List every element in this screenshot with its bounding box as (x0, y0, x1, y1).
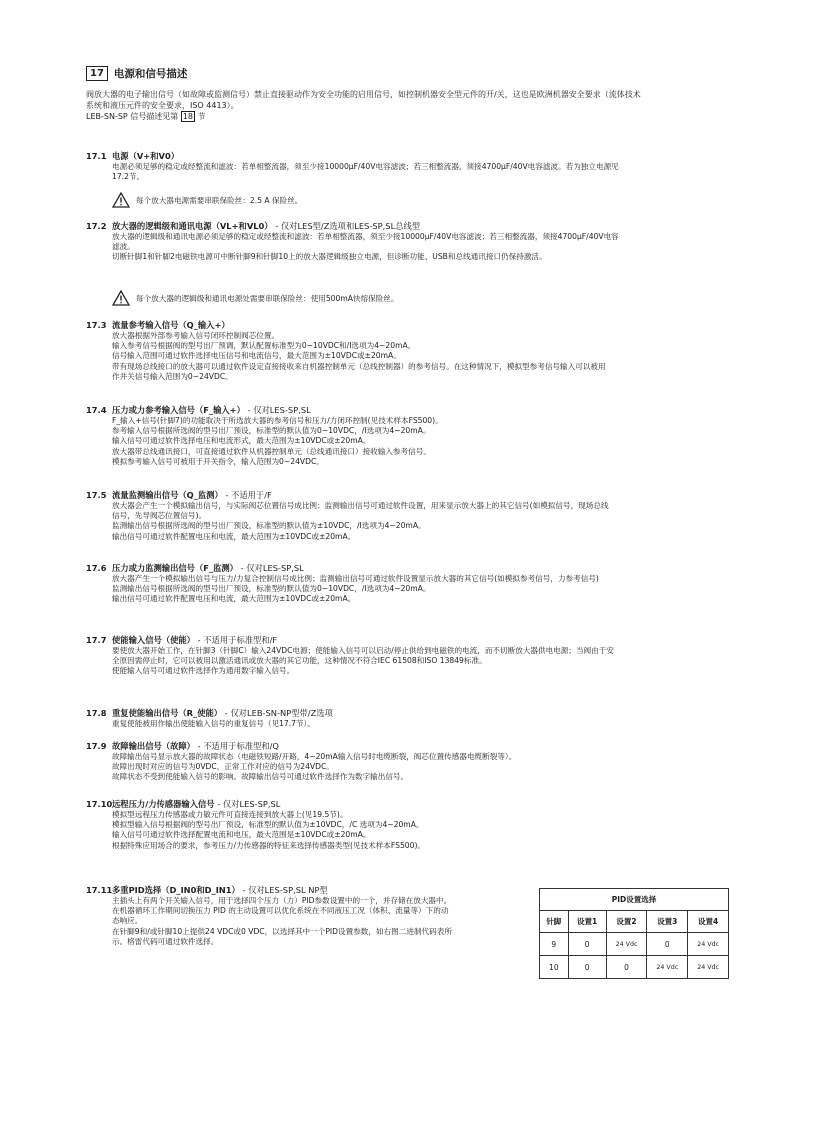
warning-triangle-icon (112, 290, 130, 306)
pid-header-cell: 针脚 (540, 911, 569, 933)
body-line: 放大器产生一个模拟输出信号与压力/力复合控制信号成比例；监测输出信号可通过软件设置显示放大器的其它信号(如模拟参考信号，力参考信号) (112, 574, 599, 583)
warning-text: 每个放大器的逻辑级和通讯电源处需要串联保险丝：使用500mA快熔保险丝。 (136, 293, 399, 303)
body-line: 全原因需停止时，它可以被用以激活通讯或放大器的其它功能，这种情况不符合IEC 61508和ISO 13849标准。 (112, 656, 487, 666)
section-17-7 (86, 634, 730, 677)
warning-fuse-power (112, 192, 302, 208)
section-heading (86, 489, 730, 501)
body-line: 根据特殊应用场合的要求，参考压力/力传感器的特征来选择传感器类型(见技术样本FS500)。 (112, 840, 425, 850)
section-title: 流量监测输出信号（Q_监测） (112, 490, 223, 500)
section-body (112, 752, 730, 783)
body-line: 放大器根据外部参考输入信号闭环控制阀芯位置。 (112, 331, 280, 340)
chapter-number: 17 (86, 66, 108, 81)
section-number: 17.4 (86, 405, 107, 415)
pid-header-cell: 设置2 (606, 911, 647, 933)
intro-ref-suffix: 节 (195, 112, 206, 121)
section-body (112, 501, 730, 542)
body-line: 信号输入范围可通过软件选择电压信号和电流信号，最大范围为±10VDC或±20mA。 (112, 351, 401, 361)
body-line: 信号，先导阀芯位置信号)。 (112, 511, 207, 521)
section-number: 17.11 (86, 885, 113, 895)
body-line: 输入参考信号根据阀的型号出厂预调，默认配置标准型为0~10VDC和/I选项为4~20mA。 (112, 341, 416, 351)
body-line: 故障输出信号显示放大器的故障状态（电磁铁短路/开路，4~20mA输入信号时电缆断裂，阀芯位置传感器电缆断裂等）。 (112, 752, 517, 761)
body-line: 输出信号可通过软件配置电压和电流，最大范围为±10VDC或±20mA。 (112, 531, 356, 541)
section-number: 17.10 (86, 799, 113, 809)
pid-header-cell: 设置1 (568, 911, 606, 933)
section-applicability-note: - 仅对LES-SP,SL (237, 563, 304, 573)
section-applicability-note: - 仅对LES-SP,SL (244, 405, 311, 415)
section-applicability-note: - 仅对LES-SP,SL NP型 (239, 885, 328, 895)
body-line: 监测输出信号根据所选阀的型号出厂预设，标准型的默认值为±10VDC，/I选项为4~20mA。 (112, 521, 426, 531)
section-number: 17.6 (86, 563, 107, 573)
chapter-heading (86, 66, 187, 81)
section-body (112, 646, 730, 677)
intro-line: 系统和液压元件的安全要求，ISO 4413）。 (86, 101, 239, 110)
body-line: 输入信号可通过软件选择电压和电流形式，最大范围为±10VDC或±20mA。 (112, 436, 371, 446)
body-line: 态响应。 (112, 916, 143, 926)
section-title: 放大器的逻辑级和通讯电源（VL+和VL0） (112, 221, 273, 231)
section-heading (86, 220, 730, 232)
section-body (112, 574, 730, 605)
pid-cell: 24 Vdc (688, 933, 729, 956)
section-heading (86, 634, 730, 646)
body-line: 放大器带总线通讯接口，可直接通过软件从机器控制单元（总线通讯接口）接收输入参考信号。 (112, 446, 431, 456)
pid-selection-table (539, 888, 729, 979)
section-title: 多重PID选择（D_IN0和D_IN1） (112, 885, 240, 895)
body-line: 重复使能被用作输出使能输入信号的重复信号（见17.7节）。 (112, 719, 315, 728)
pid-cell: 24 Vdc (688, 956, 729, 979)
section-body (112, 331, 730, 382)
intro-paragraph (86, 89, 730, 122)
pid-header-cell: 设置4 (688, 911, 729, 933)
pid-cell: 0 (606, 956, 647, 979)
pid-cell: 9 (540, 933, 569, 956)
section-applicability-note: - 不适用于标准型和/Q (194, 741, 279, 751)
section-heading (86, 740, 730, 752)
warning-triangle-icon (112, 192, 130, 208)
section-17-10 (86, 798, 730, 851)
section-17-5 (86, 489, 730, 542)
body-line: 作并关信号输入范围为0~24VDC。 (112, 371, 233, 381)
body-line: 带有现场总线接口的放大器可以通过软件设定直接接收来自机器控制单元（总线控制器）的参考信号。在这种情况下，模拟型参考信号输入可以被用 (112, 361, 606, 371)
section-17-1 (86, 150, 730, 182)
chapter-title: 电源和信号描述 (113, 68, 188, 80)
intro-line: 阀放大器的电子输出信号（如故障或监测信号）禁止直接驱动作为安全功能的启用信号，如控制机器安全型元件的开/关，这也是欧洲机器安全要求（流体技术 (86, 90, 641, 99)
section-number: 17.9 (86, 741, 107, 751)
section-applicability-note: - 不适用于标准型和/F (194, 635, 278, 645)
section-number: 17.5 (86, 490, 107, 500)
body-line: 输出信号可通过软件配置电压和电流，最大范围为±10VDC或±20mA。 (112, 594, 356, 604)
body-line: 滤波。 (112, 242, 135, 252)
section-heading (86, 319, 730, 331)
section-title: 压力或力参考输入信号（F_输入+） (112, 405, 245, 415)
body-line: 模拟型远程压力传感器或力敏元件可直接连接到放大器上(见19.5节)。 (112, 810, 348, 819)
section-17-2 (86, 220, 730, 263)
section-body (112, 162, 730, 182)
body-line: 要使放大器开始工作，在针脚3（针脚C）输入24VDC电源；使能输入信号可以启动/停止供给到电磁铁的电流，而不切断放大器供电电源；当阀由于安 (112, 646, 614, 655)
section-17-4 (86, 404, 730, 467)
pid-cell: 0 (647, 933, 688, 956)
body-line: 放大器的逻辑级和通讯电源必须足够的稳定或经整流和滤波：若单相整流器，须至少接10000μF/40V电容滤波；若三相整流器，须接4700μF/40V电容 (112, 232, 619, 241)
section-title: 故障输出信号（故障） (112, 741, 195, 751)
pid-table-title: PID设置选择 (540, 889, 729, 911)
body-line: F_输入+信号(针脚7)的功能取决于所选放大器的参考信号和压力/力闭环控制(见技术样本FS500)。 (112, 416, 443, 425)
section-body (112, 719, 730, 729)
body-line: 主插头上有两个开关输入信号，用于选择四个压力（力）PID参数设置中的一个，并存储在放大器中。 (112, 896, 452, 905)
section-number: 17.2 (86, 221, 107, 231)
section-body (112, 416, 730, 467)
warning-fuse-logic (112, 290, 399, 306)
section-title: 使能输入信号（使能） (112, 635, 195, 645)
section-title: 电源（V+和V0） (112, 151, 180, 161)
body-line: 使能输入信号可通过软件选择作为通用数字输入信号。 (112, 666, 295, 676)
body-line: 切断针脚1和针脚2电磁铁电源可中断针脚9和针脚10上的放大器逻辑级独立电源，但诊断功能、USB和总线通讯接口仍保持激活。 (112, 252, 547, 262)
table-row (540, 956, 729, 979)
body-line: 放大器会产生一个模拟输出信号，与实际阀芯位置信号成比例；监测输出信号可通过软件设置，用来显示放大器上的其它信号(如模拟信号，现场总线 (112, 501, 609, 510)
pid-cell: 24 Vdc (606, 933, 647, 956)
section-ref-box[interactable]: 18 (182, 112, 194, 121)
warning-text: 每个放大器电源需要串联保险丝：2.5 A 保险丝。 (136, 195, 303, 205)
section-title: 压力或力监测输出信号（F_监测） (112, 563, 238, 573)
section-title: 流量参考输入信号（Q_输入+） (112, 320, 230, 330)
section-17-8 (86, 707, 730, 729)
section-number: 17.1 (86, 151, 107, 161)
pid-cell: 24 Vdc (647, 956, 688, 979)
body-line: 在机器循环工作期间切换压力 PID 的主动设置可以优化系统在不同液压工况（体积、流量等）下的动 (112, 906, 449, 916)
pid-header-cell: 设置3 (647, 911, 688, 933)
intro-ref-prefix: LEB-SN-SP 信号描述见第 (86, 112, 181, 121)
pid-cell: 10 (540, 956, 569, 979)
section-body (112, 810, 730, 851)
body-line: 示。格雷代码可通过软件选择。 (112, 936, 219, 946)
section-number: 17.7 (86, 635, 107, 645)
body-line: 在针脚9和/或针脚10上提供24 VDC或0 VDC，以选择其中一个PID设置参数，如右图二进制代码表所 (112, 926, 452, 936)
section-17-9 (86, 740, 730, 783)
pid-cell: 0 (568, 956, 606, 979)
section-number: 17.3 (86, 320, 107, 330)
section-heading (86, 707, 730, 719)
body-line: 监测输出信号根据所选阀的型号出厂预设，标准型的默认值为0~10VDC，/I选项为4~20mA。 (112, 584, 431, 594)
body-line: 模拟型输入信号根据阀的型号出厂预设，标准型的默认值为±10VDC，/C 选项为4~20mA。 (112, 820, 424, 830)
body-line: 输入信号可通过软件选择配置电流和电压，最大范围是±10VDC或±20mA。 (112, 830, 371, 840)
section-number: 17.8 (86, 708, 107, 718)
body-line: 故障状态不受到使能输入信号的影响。故障输出信号可通过软件选择作为数字输出信号。 (112, 772, 409, 782)
body-line: 17.2节。 (112, 172, 145, 182)
section-heading (86, 404, 730, 416)
table-row (540, 933, 729, 956)
pid-cell: 0 (568, 933, 606, 956)
section-heading (86, 798, 730, 810)
section-applicability-note: - 仅对LES-SP,SL (214, 799, 281, 809)
body-line: 模拟参考输入信号可被用于开关指令，输入范围为0~24VDC。 (112, 456, 324, 466)
section-title: 远程压力/力传感器输入信号 (112, 799, 215, 809)
section-applicability-note: - 不适用于/F (222, 490, 272, 500)
section-heading (86, 562, 730, 574)
body-line: 参考输入信号根据所选阀的型号出厂预设，标准型的默认值为0~10VDC，/I选项为4~20mA。 (112, 426, 431, 436)
section-title: 重复使能输出信号（R_使能） (112, 708, 223, 718)
body-line: 电源必须足够的稳定或经整流和滤波：若单相整流器，须至少接10000μF/40V电容滤波；若三相整流器，须接4700μF/40V电容滤波。若为独立电源见 (112, 162, 619, 171)
section-applicability-note: - 仅对LEB-SN-NP型带/Z选项 (222, 708, 333, 718)
section-body (112, 232, 730, 263)
intro-reference (86, 111, 730, 122)
section-heading (86, 150, 730, 162)
body-line: 故障出现时对应的信号为0VDC，正常工作对应的信号为24VDC。 (112, 762, 334, 772)
section-17-6 (86, 562, 730, 605)
section-17-3 (86, 319, 730, 382)
section-applicability-note: - 仅对LES型/Z选项和LES-SP,SL总线型 (272, 221, 421, 231)
